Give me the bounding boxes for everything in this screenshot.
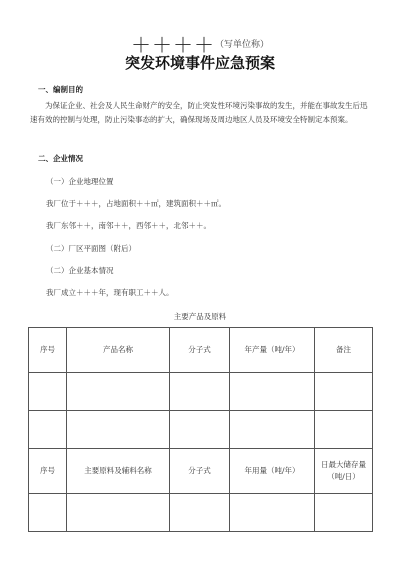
header-cell-material-name: 主要原料及辅料名称 bbox=[67, 449, 170, 494]
table-cell[interactable] bbox=[230, 373, 315, 411]
header-cell-remarks: 备注 bbox=[315, 328, 373, 373]
basic-info-line: 我厂成立＋＋＋年，现有职工＋＋人。 bbox=[46, 288, 174, 297]
header-cell-index: 序号 bbox=[29, 328, 67, 373]
table-cell[interactable] bbox=[29, 373, 67, 411]
table-caption: 主要产品及原料 bbox=[173, 312, 227, 321]
purpose-paragraph: 为保证企业、社会及人民生命财产的安全，防止突发性环境污染事故的发生，并能在事故发生后迅速有效的控制与处理，防止污染事态的扩大，确保现场及周边地区人员及环境安全特制定本预案。 bbox=[30, 101, 368, 124]
table-row bbox=[29, 411, 373, 449]
table-cell[interactable] bbox=[170, 373, 230, 411]
header-cell-product-name: 产品名称 bbox=[67, 328, 170, 373]
subheading-basic-info: （二）企业基本情况 bbox=[46, 266, 114, 275]
header-cell-annual-output: 年产量（吨/年） bbox=[230, 328, 315, 373]
location-line-area: 我厂位于＋＋＋，占地面积＋＋㎡，建筑面积＋＋㎡。 bbox=[46, 199, 226, 208]
table-row bbox=[29, 449, 373, 494]
table-row bbox=[29, 328, 373, 373]
table-cell[interactable] bbox=[170, 494, 230, 532]
header-cell-formula: 分子式 bbox=[170, 328, 230, 373]
section-heading-company: 二、企业情况 bbox=[38, 154, 83, 163]
table-cell[interactable] bbox=[29, 411, 67, 449]
table-cell[interactable] bbox=[67, 411, 170, 449]
header-cell-annual-usage: 年用量（吨/年） bbox=[230, 449, 315, 494]
page-title: 突发环境事件应急预案 bbox=[124, 54, 275, 72]
table-cell[interactable] bbox=[170, 411, 230, 449]
table-cell[interactable] bbox=[67, 494, 170, 532]
org-hint: （写单位称） bbox=[214, 40, 269, 50]
header-cell-max-storage: 日最大储存量（吨/日） bbox=[315, 449, 373, 494]
table-cell[interactable] bbox=[315, 373, 373, 411]
header-cell-index: 序号 bbox=[29, 449, 67, 494]
table-row bbox=[29, 494, 373, 532]
table-cell[interactable] bbox=[315, 494, 373, 532]
subheading-location: （一）企业地理位置 bbox=[46, 177, 114, 186]
org-placeholder: ＋＋＋＋ bbox=[130, 33, 215, 57]
header-cell-formula: 分子式 bbox=[170, 449, 230, 494]
table-cell[interactable] bbox=[315, 411, 373, 449]
table-cell[interactable] bbox=[29, 494, 67, 532]
location-line-neighbors: 我厂东邻＋＋，南邻＋＋，西邻＋＋，北邻＋＋。 bbox=[46, 221, 211, 230]
table-row bbox=[29, 373, 373, 411]
table-cell[interactable] bbox=[230, 494, 315, 532]
subheading-floor-plan: （二）厂区平面图（附后） bbox=[46, 244, 136, 253]
section-heading-purpose: 一、编制目的 bbox=[38, 85, 83, 94]
table-cell[interactable] bbox=[230, 411, 315, 449]
table-cell[interactable] bbox=[67, 373, 170, 411]
materials-table bbox=[28, 327, 373, 532]
